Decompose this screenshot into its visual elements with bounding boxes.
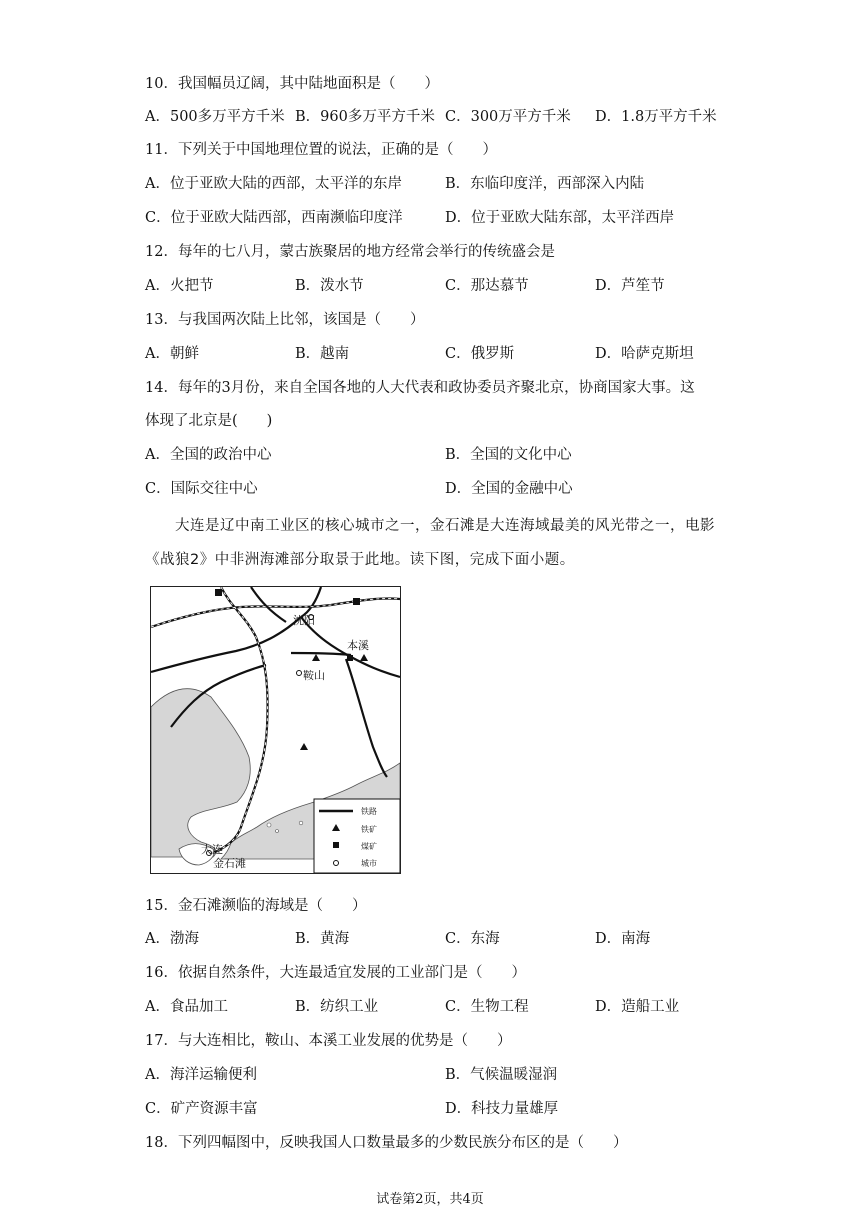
question-17-option-c[interactable]: C．矿产资源丰富: [145, 1101, 258, 1117]
question-11-option-a[interactable]: A．位于亚欧大陆的西部，太平洋的东岸: [145, 176, 402, 192]
question-18-stem: 18．下列四幅图中，反映我国人口数量最多的少数民族分布区的是（ ）: [145, 1135, 628, 1151]
question-15-option-b[interactable]: B．黄海: [295, 931, 350, 947]
legend-iron-mine: 铁矿: [361, 825, 377, 834]
passage-line-1: 大连是辽中南工业区的核心城市之一，金石滩是大连海域最美的风光带之一，电影: [175, 518, 715, 534]
question-12-stem: 12．每年的七八月，蒙古族聚居的地方经常会举行的传统盛会是: [145, 244, 555, 260]
question-11-stem: 11．下列关于中国地理位置的说法，正确的是（ ）: [145, 142, 497, 158]
page-footer: 试卷第2页，共4页: [376, 1192, 484, 1207]
anshan-city-marker: [297, 671, 302, 676]
dalian-region-map: [150, 586, 401, 874]
question-14-option-b[interactable]: B．全国的文化中心: [445, 447, 572, 463]
question-11-option-d[interactable]: D．位于亚欧大陆东部，太平洋西岸: [445, 210, 675, 226]
question-14-option-a[interactable]: A．全国的政治中心: [145, 447, 272, 463]
map-svg: [151, 587, 400, 873]
question-10-option-b[interactable]: B．960多万平方千米: [295, 109, 435, 125]
question-17-option-d[interactable]: D．科技力量雄厚: [445, 1101, 559, 1117]
question-10-option-c[interactable]: C．300万平方千米: [445, 109, 571, 125]
question-10-option-a[interactable]: A．500多万平方千米: [145, 109, 285, 125]
question-17-option-b[interactable]: B．气候温暖湿润: [445, 1067, 558, 1083]
question-14-stem-line-2: 体现了北京是( ): [145, 413, 273, 429]
question-15-option-d[interactable]: D．南海: [595, 931, 651, 947]
question-16-option-d[interactable]: D．造船工业: [595, 999, 680, 1015]
question-10-option-d[interactable]: D．1.8万平方千米: [595, 109, 717, 125]
question-11-option-b[interactable]: B．东临印度洋，西部深入内陆: [445, 176, 645, 192]
question-12-option-c[interactable]: C．那达慕节: [445, 278, 529, 294]
question-14-option-d[interactable]: D．全国的金融中心: [445, 481, 573, 497]
coal-mine-marker: [347, 655, 353, 661]
iron-mine-marker: [312, 654, 320, 661]
coal-mine-marker: [215, 589, 222, 596]
question-17-stem: 17．与大连相比，鞍山、本溪工业发展的优势是（ ）: [145, 1033, 512, 1049]
legend-railway: 铁路: [361, 807, 377, 816]
legend-coal-mine: 煤矿: [361, 842, 377, 851]
question-14-option-c[interactable]: C．国际交往中心: [145, 481, 258, 497]
question-15-stem: 15．金石滩濒临的海域是（ ）: [145, 898, 367, 914]
question-16-option-c[interactable]: C．生物工程: [445, 999, 529, 1015]
map-label-benxi: 本溪: [347, 639, 369, 652]
question-13-stem: 13．与我国两次陆上比邻，该国是（ ）: [145, 312, 425, 328]
iron-mine-marker: [300, 743, 308, 750]
map-label-jinshitan: 金石滩: [213, 857, 246, 870]
question-16-stem: 16．依据自然条件，大连最适宜发展的工业部门是（ ）: [145, 965, 526, 981]
map-label-anshan: 鞍山: [303, 669, 325, 682]
question-12-option-a[interactable]: A．火把节: [145, 278, 214, 294]
question-13-option-d[interactable]: D．哈萨克斯坦: [595, 346, 694, 362]
legend-city: 城市: [361, 859, 377, 868]
question-10-stem: 10．我国幅员辽阔，其中陆地面积是（ ）: [145, 76, 439, 92]
question-16-option-b[interactable]: B．纺织工业: [295, 999, 379, 1015]
bohai-sea-area: [151, 689, 250, 857]
question-12-option-b[interactable]: B．泼水节: [295, 278, 364, 294]
question-14-stem-line-1: 14．每年的3月份，来自全国各地的人大代表和政协委员齐聚北京，协商国家大事。这: [145, 380, 695, 396]
question-13-option-c[interactable]: C．俄罗斯: [445, 346, 515, 362]
question-11-option-c[interactable]: C．位于亚欧大陆西部，西南濒临印度洋: [145, 210, 403, 226]
passage-line-2: 《战狼2》中非洲海滩部分取景于此地。读下图，完成下面小题。: [145, 552, 575, 568]
question-16-option-a[interactable]: A．食品加工: [145, 999, 228, 1015]
coal-mine-marker: [353, 598, 360, 605]
map-label-dalian: 大连: [201, 843, 223, 856]
iron-mine-marker: [360, 654, 368, 661]
question-13-option-a[interactable]: A．朝鲜: [145, 346, 199, 362]
question-12-option-d[interactable]: D．芦笙节: [595, 278, 665, 294]
question-17-option-a[interactable]: A．海洋运输便利: [145, 1067, 257, 1083]
question-13-option-b[interactable]: B．越南: [295, 346, 350, 362]
map-label-shenyang: 沈阳: [293, 614, 315, 627]
question-15-option-a[interactable]: A．渤海: [145, 931, 199, 947]
reading-passage: [145, 509, 720, 577]
question-15-option-c[interactable]: C．东海: [445, 931, 500, 947]
map-legend: [314, 799, 400, 873]
